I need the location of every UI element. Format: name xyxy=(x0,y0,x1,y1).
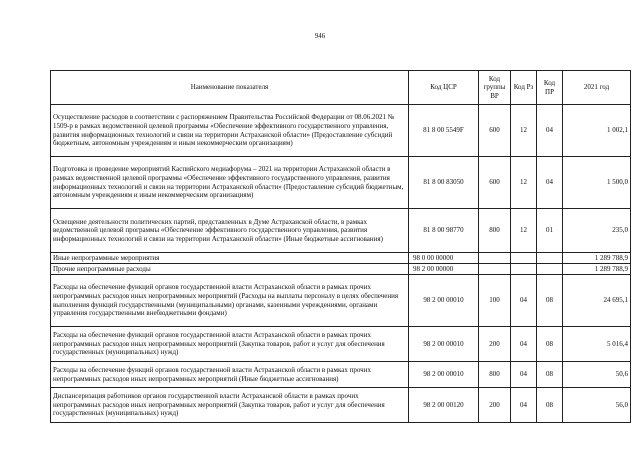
row-name: Подготовка и проведение мероприятий Каспийского медиафорума – 2021 на территории Астраханской области в рамках ведомственной целевой программы «Обеспечение эффективного государственного управления, развития информационных технологий и связи на территории Астраханской области» (Предоставление субсидий бюджетным, автономным учреждениям и иным некоммерческим организациям) xyxy=(51,157,409,209)
row-csr: 81 8 00 98770 xyxy=(409,209,479,253)
table-row xyxy=(51,105,631,157)
row-name: Освещение деятельности политических партий, представленных в Думе Астраханской области, в рамках ведомственной целевой программы «Обеспечение эффективного государственного управления, развития информационных технологий и связи на территории Астраханской области» (Иные бюджетные ассигнования) xyxy=(51,209,409,253)
row-name: Прочие непрограммные расходы xyxy=(51,264,409,275)
table-row xyxy=(51,209,631,253)
header-rz: Код Рз xyxy=(511,71,537,105)
row-rz xyxy=(511,253,537,264)
row-rz: 04 xyxy=(511,362,537,388)
row-rz: 04 xyxy=(511,327,537,362)
row-amount: 50,6 xyxy=(563,362,631,388)
row-name: Расходы на обеспечение функций органов государственной власти Астраханской области в рамках прочих непрограммных расходов иных непрограммных мероприятий (Иные бюджетные ассигнования) xyxy=(51,362,409,388)
row-vr: 200 xyxy=(479,388,511,423)
row-vr xyxy=(479,264,511,275)
row-vr: 800 xyxy=(479,209,511,253)
row-csr: 81 8 00 83050 xyxy=(409,157,479,209)
row-vr: 200 xyxy=(479,327,511,362)
row-name: Диспансеризация работников органов государственной власти Астраханской области в рамках прочих непрограммных расходов иных непрограммных мероприятий (Закупка товаров, работ и услуг для обеспечения государственных (муниципальных) нужд) xyxy=(51,388,409,423)
row-amount: 1 002,1 xyxy=(563,105,631,157)
row-pr: 01 xyxy=(537,209,563,253)
row-csr: 98 2 00 00010 xyxy=(409,362,479,388)
row-vr xyxy=(479,253,511,264)
table-row xyxy=(51,157,631,209)
table-row xyxy=(51,275,631,327)
row-name: Иные непрограммные мероприятия xyxy=(51,253,409,264)
row-vr: 600 xyxy=(479,157,511,209)
header-year: 2021 год xyxy=(563,71,631,105)
table-row xyxy=(51,327,631,362)
row-vr: 800 xyxy=(479,362,511,388)
row-amount: 56,0 xyxy=(563,388,631,423)
row-amount: 5 016,4 xyxy=(563,327,631,362)
row-pr: 04 xyxy=(537,157,563,209)
row-pr xyxy=(537,264,563,275)
row-pr: 08 xyxy=(537,327,563,362)
header-group-vr: Код группы ВР xyxy=(479,71,511,105)
header-pr: Код ПР xyxy=(537,71,563,105)
table-row xyxy=(51,253,631,264)
row-vr: 600 xyxy=(479,105,511,157)
row-rz: 12 xyxy=(511,209,537,253)
row-amount: 1 500,0 xyxy=(563,157,631,209)
table-row xyxy=(51,264,631,275)
row-csr: 98 0 00 00000 xyxy=(409,253,479,264)
row-amount: 1 289 788,9 xyxy=(563,264,631,275)
budget-table xyxy=(50,70,631,423)
row-csr: 98 2 00 00000 xyxy=(409,264,479,275)
row-pr: 08 xyxy=(537,362,563,388)
row-csr: 98 2 00 00120 xyxy=(409,388,479,423)
row-amount: 24 695,1 xyxy=(563,275,631,327)
row-pr xyxy=(537,253,563,264)
table-header-row xyxy=(51,71,631,105)
table-row xyxy=(51,388,631,423)
row-rz: 12 xyxy=(511,105,537,157)
header-csr: Код ЦСР xyxy=(409,71,479,105)
page-number: 946 xyxy=(314,32,326,40)
row-rz: 04 xyxy=(511,275,537,327)
table-row xyxy=(51,362,631,388)
row-vr: 100 xyxy=(479,275,511,327)
row-rz: 04 xyxy=(511,388,537,423)
row-pr: 04 xyxy=(537,105,563,157)
row-csr: 98 2 00 00010 xyxy=(409,327,479,362)
row-rz: 12 xyxy=(511,157,537,209)
row-name: Осуществление расходов в соответствии с распоряжением Правительства Российской Федерации от 08.06.2021 № 1509-р в рамках ведомственной целевой программы «Обеспечение эффективного государственного управления, развития информационных технологий и связи на территории Астраханской области» (Предоставление субсидий бюджетным, автономным учреждениям и иным некоммерческим организациям) xyxy=(51,105,409,157)
row-name: Расходы на обеспечение функций органов государственной власти Астраханской области в рамках прочих непрограммных расходов иных непрограммных мероприятий (Закупка товаров, работ и услуг для обеспечения государственных (муниципальных) нужд) xyxy=(51,327,409,362)
row-csr: 81 8 00 5549F xyxy=(409,105,479,157)
row-pr: 08 xyxy=(537,275,563,327)
row-amount: 1 289 788,9 xyxy=(563,253,631,264)
row-rz xyxy=(511,264,537,275)
row-pr: 08 xyxy=(537,388,563,423)
row-name: Расходы на обеспечение функций органов государственной власти Астраханской области в рамках прочих непрограммных расходов иных непрограммных мероприятий (Расходы на выплаты персоналу в целях обеспечения выполнения функций государственными (муниципальными) органами, казенными учреждениями, органами управления государственными внебюджетными фондами) xyxy=(51,275,409,327)
row-amount: 235,0 xyxy=(563,209,631,253)
row-csr: 98 2 00 00010 xyxy=(409,275,479,327)
header-name: Наименование показателя xyxy=(51,71,409,105)
